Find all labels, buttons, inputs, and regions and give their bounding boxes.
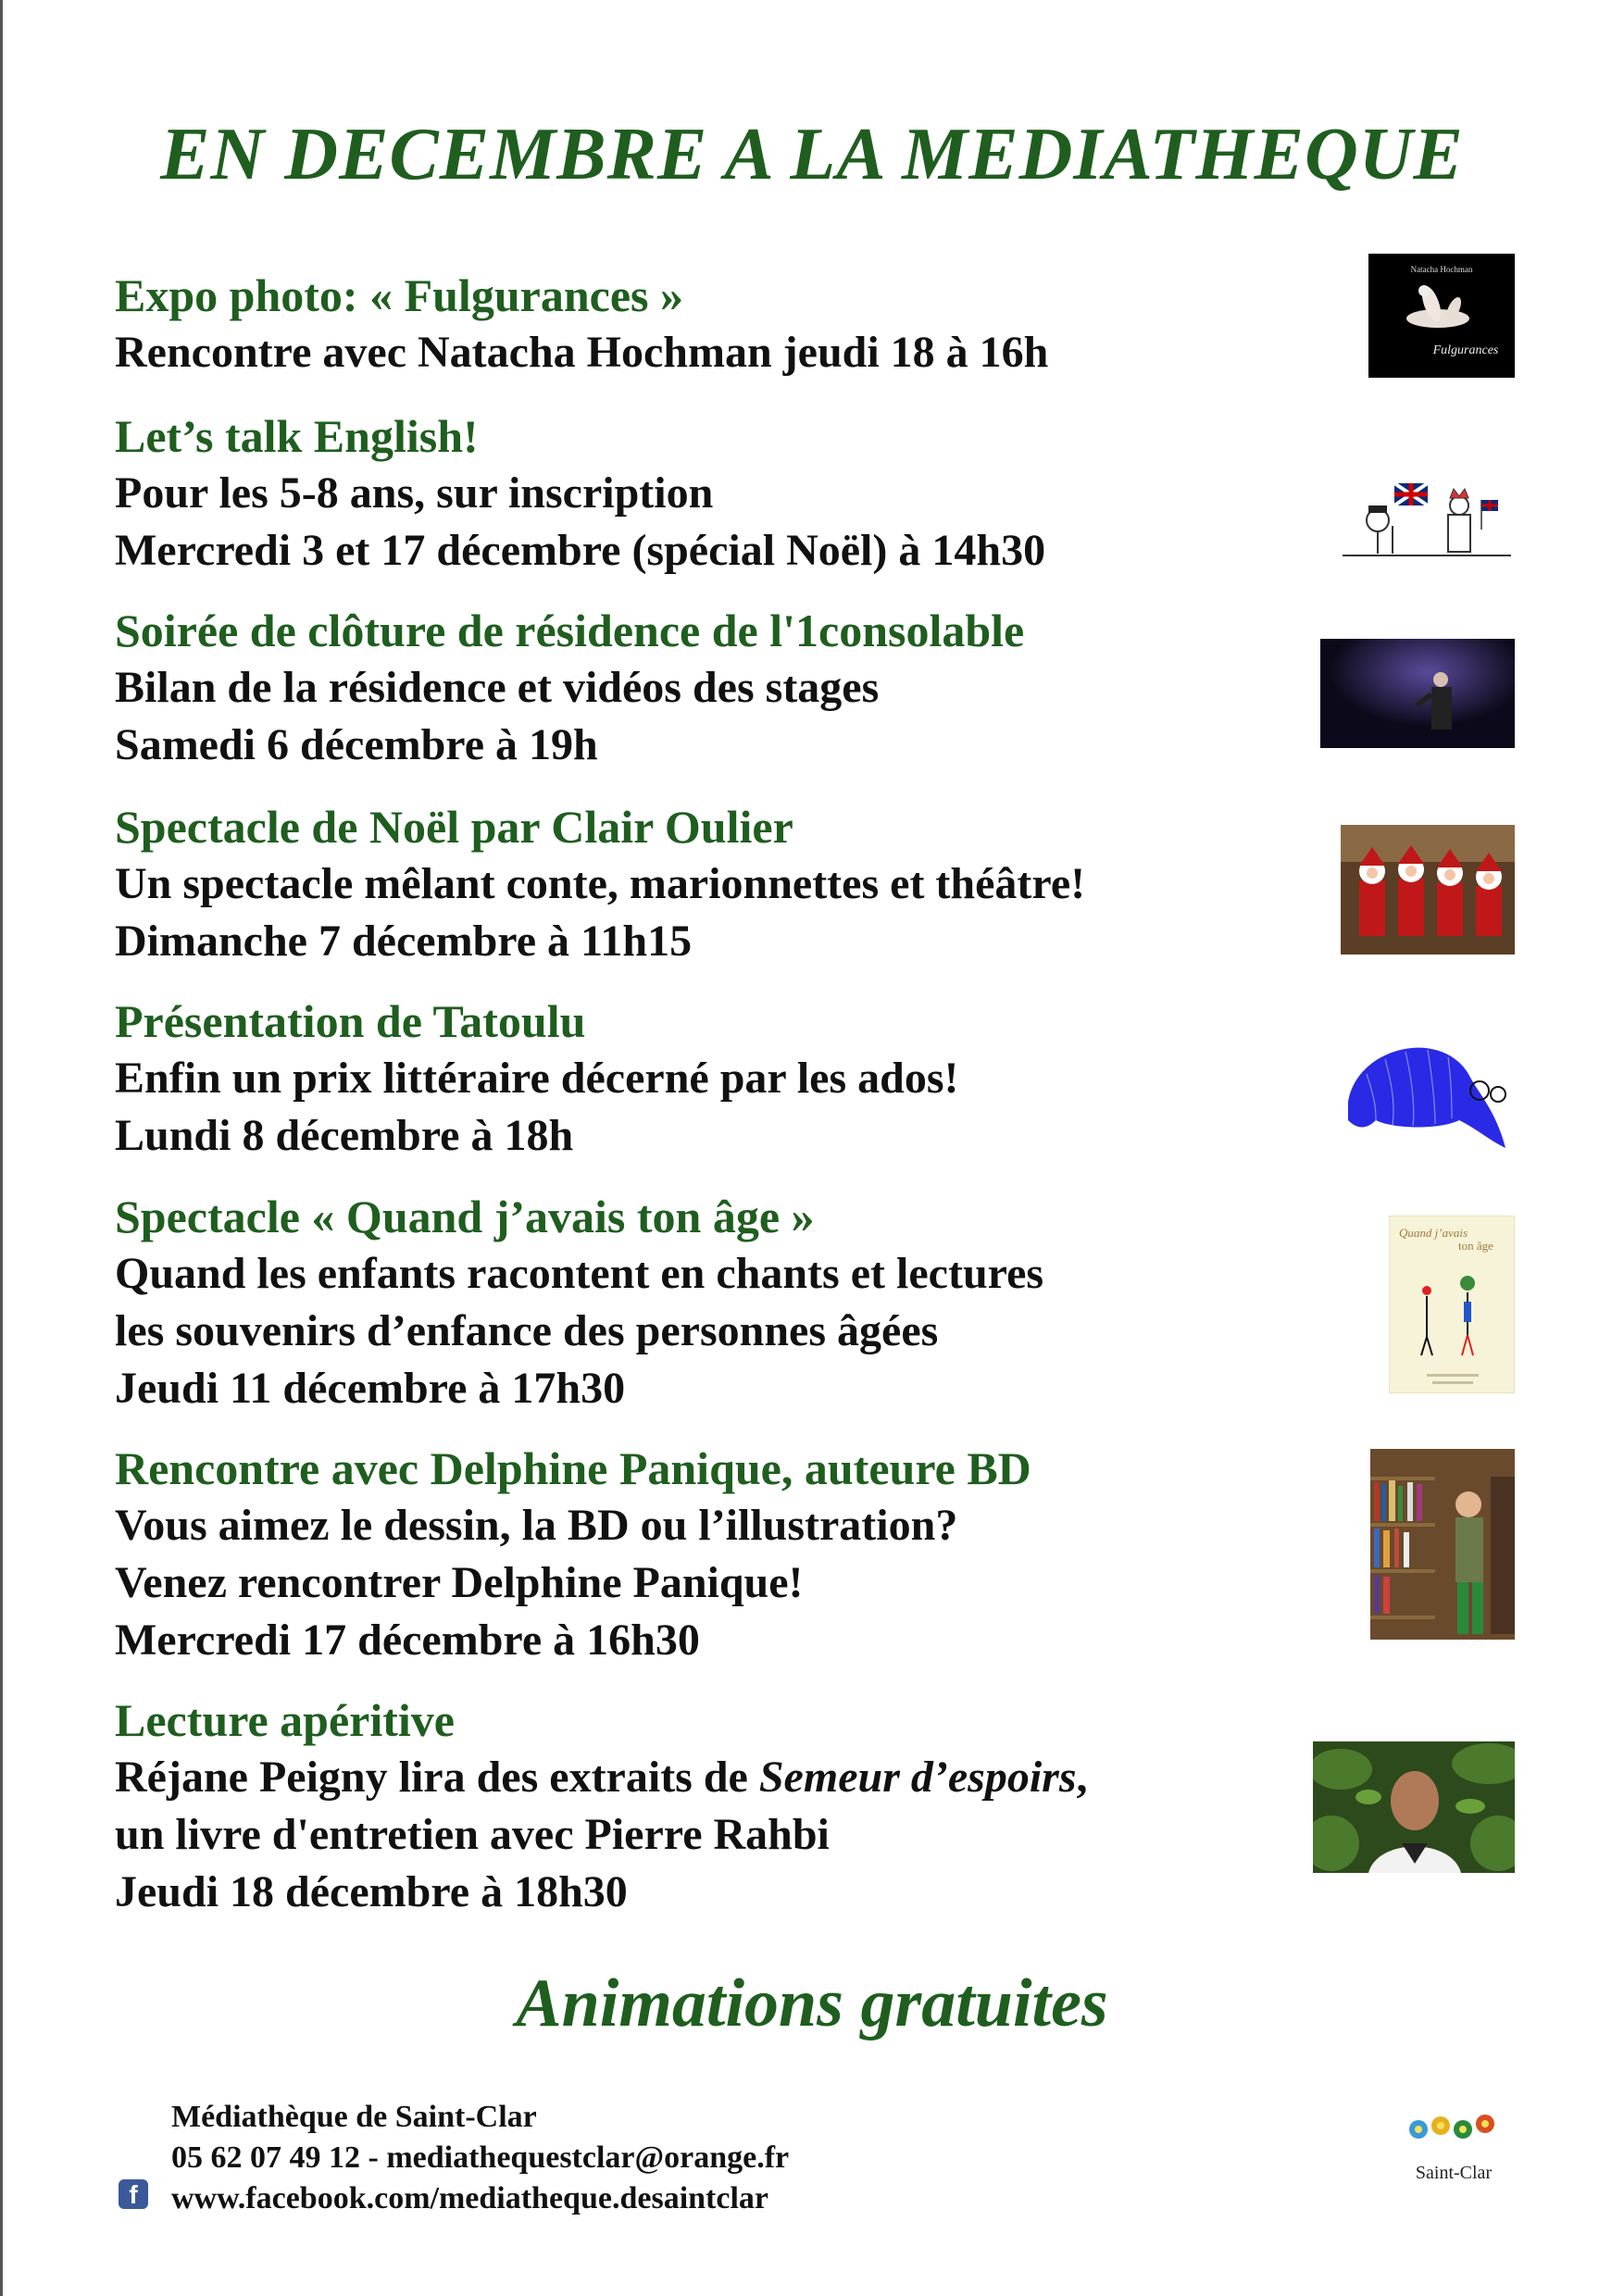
event-line-prefix: Réjane Peigny lira des extraits de <box>115 1753 759 1802</box>
union-jack-cartoon-icon <box>1339 474 1515 563</box>
book-title: Semeur d’espoirs <box>758 1753 1077 1802</box>
event-title: Soirée de clôture de résidence de l'1consolable <box>115 605 1025 656</box>
event-line: Enfin un prix littéraire décerné par les ados! <box>115 1054 959 1103</box>
event-line: Pour les 5-8 ans, sur inscription <box>115 468 714 518</box>
book-cover-title: Quand j’avais <box>1399 1226 1468 1240</box>
event-line: Dimanche 7 décembre à 11h15 <box>115 917 693 966</box>
event-item <box>115 267 1559 381</box>
event-line: Jeudi 18 décembre à 18h30 <box>115 1867 628 1916</box>
blue-armadillo-icon <box>1339 1018 1515 1159</box>
event-line: Bilan de la résidence et vidéos des stages <box>115 663 880 712</box>
photo-caption: Fulgurances <box>1432 343 1499 357</box>
page-title: EN DECEMBRE A LA MEDIATHEQUE <box>160 114 1464 195</box>
event-title: Présentation de Tatoulu <box>115 995 586 1047</box>
book-cover-icon <box>1389 1216 1515 1393</box>
event-line: Mercredi 17 décembre à 16h30 <box>115 1616 700 1665</box>
event-line: Venez rencontrer Delphine Panique! <box>115 1558 804 1607</box>
event-line: Lundi 8 décembre à 18h <box>115 1111 574 1160</box>
contact-facebook: www.facebook.com/mediatheque.desaintclar <box>171 2181 769 2215</box>
event-title: Expo photo: « Fulgurances » <box>115 269 683 321</box>
event-title: Rencontre avec Delphine Panique, auteure BD <box>115 1442 1031 1494</box>
santa-puppets-icon <box>1341 825 1515 955</box>
event-line: Quand les enfants racontent en chants et lectures <box>115 1249 1044 1298</box>
dancer-photo-icon <box>1368 254 1515 378</box>
event-line: Mercredi 3 et 17 décembre (spécial Noël) à 14h30 <box>115 526 1046 575</box>
footer-tagline: Animations gratuites <box>516 1965 1108 2041</box>
book-cover-subtitle: ton âge <box>1458 1239 1493 1253</box>
event-line: Rencontre avec Natacha Hochman jeudi 18 à 16h <box>115 328 1049 377</box>
event-line: un livre d'entretien avec Pierre Rahbi <box>115 1810 830 1859</box>
event-title: Let’s talk English! <box>115 410 479 462</box>
event-title: Spectacle « Quand j’avais ton âge » <box>115 1191 815 1242</box>
logo-caption: Saint-Clar <box>1415 2163 1493 2183</box>
facebook-icon: f <box>119 2179 148 2209</box>
stage-performer-icon <box>1320 639 1515 748</box>
contact-name: Médiathèque de Saint-Clar <box>171 2100 537 2134</box>
event-line: Samedi 6 décembre à 19h <box>115 720 598 769</box>
event-title: Spectacle de Noël par Clair Oulier <box>115 801 793 853</box>
event-line: Un spectacle mêlant conte, marionnettes et théâtre! <box>115 859 1086 908</box>
event-line: les souvenirs d’enfance des personnes âgées <box>115 1306 939 1355</box>
page-border <box>0 0 3 2296</box>
event-title: Lecture apéritive <box>115 1694 455 1746</box>
event-item <box>115 1440 1559 1669</box>
event-item <box>115 1188 1559 1417</box>
event-line: Vous aimez le dessin, la BD ou l’illustration? <box>115 1501 958 1550</box>
bookshelf-photo-icon <box>1370 1449 1515 1640</box>
contact-phone-email: 05 62 07 49 12 - mediathequestclar@orange.fr <box>171 2140 790 2175</box>
event-line: Jeudi 11 décembre à 17h30 <box>115 1364 626 1413</box>
portrait-photo-icon <box>1313 1741 1515 1873</box>
photo-book-author: Natacha Hochman <box>1410 265 1473 274</box>
event-line-suffix: , <box>1076 1753 1088 1802</box>
contact-block <box>171 2097 789 2219</box>
